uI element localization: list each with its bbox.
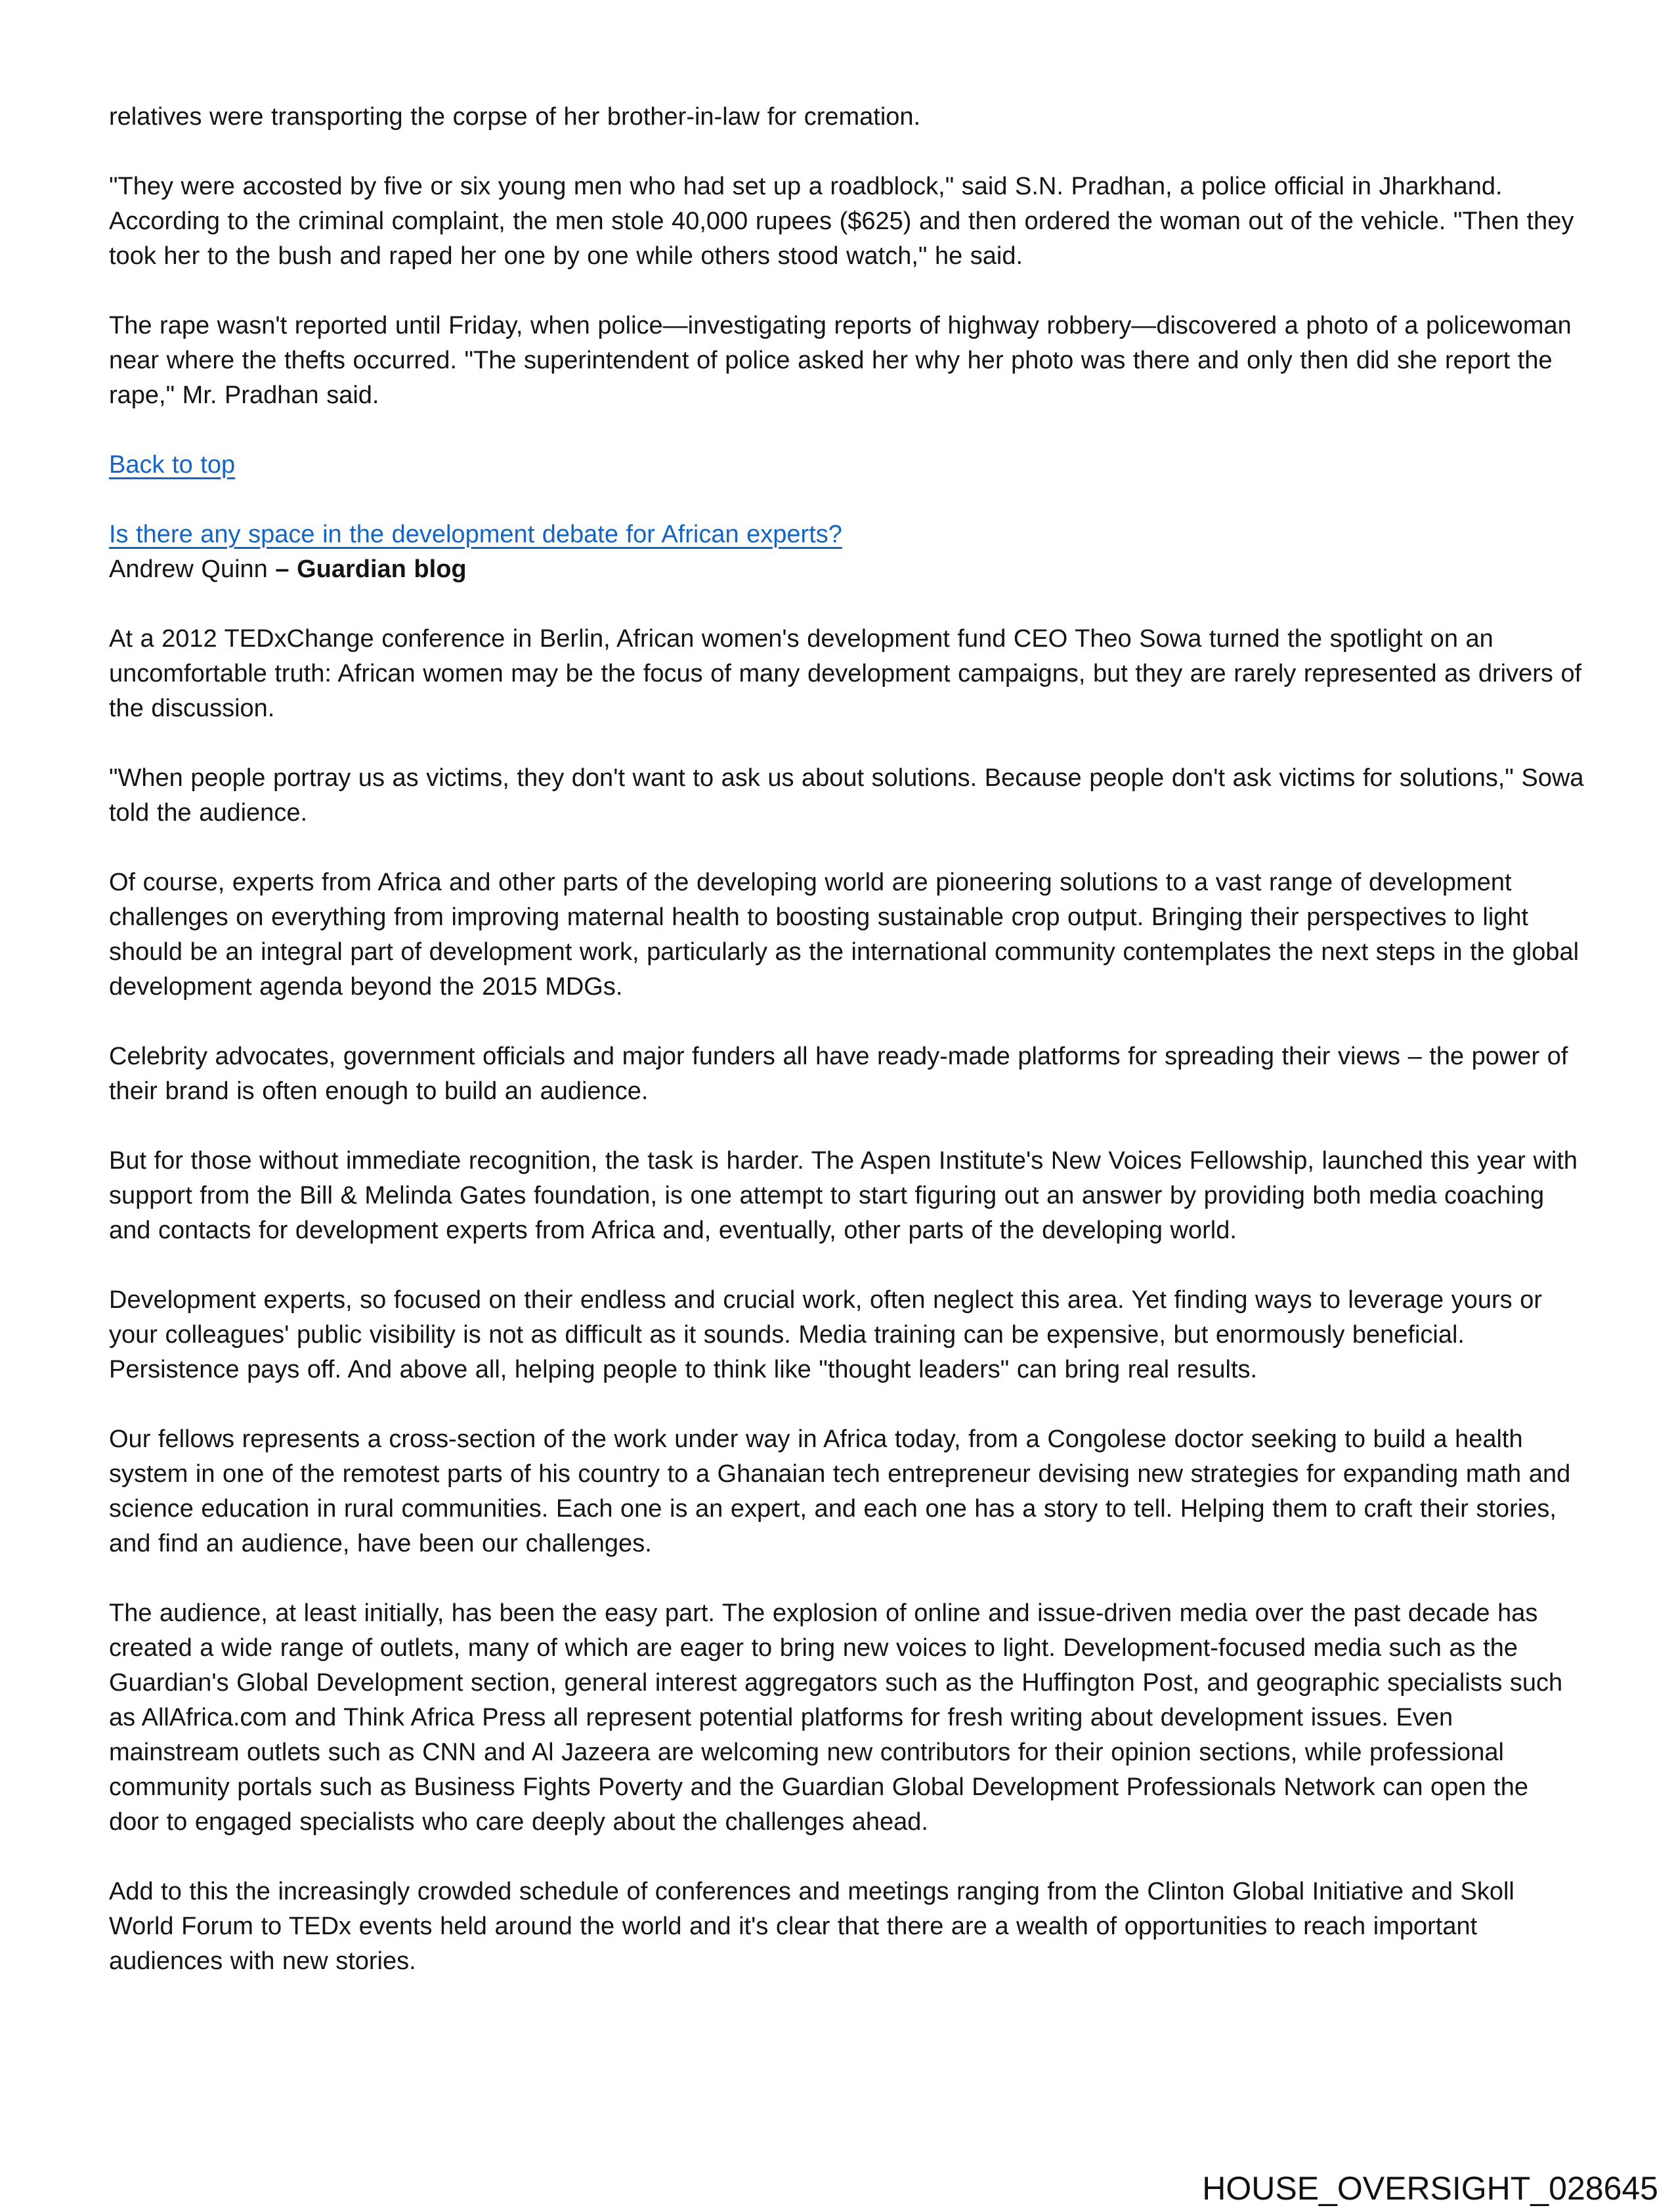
back-to-top-line [109,448,1585,483]
blog-paragraph-1: At a 2012 TEDxChange conference in Berlin, African women's development fund CEO Theo Sowa turned the spotlight on an uncomfortable truth: African women may be the focus of many development campaigns, but they are rarely represented as drivers of the discussion. [109,625,1582,722]
blog-paragraph-8: The audience, at least initially, has been the easy part. The explosion of online and issue-driven media over the past decade has created a wide range of outlets, many of which are eager to bring new voices to light. Development-focused media such as the Guardian's Global Development section, general interest aggregators such as the Huffington Post, and geographic specialists such as AllAfrica.com and Think Africa Press all represent potential platforms for fresh writing about development issues. Even mainstream outlets such as CNN and Al Jazeera are welcoming new contributors for their opinion sections, while professional community portals such as Business Fights Poverty and the Guardian Global Development Professionals Network can open the door to engaged specialists who care deeply about the challenges ahead. [109,1599,1563,1836]
news-paragraph-2: "They were accosted by five or six young men who had set up a roadblock," said S.N. Pradhan, a police official in Jharkhand. According to the criminal complaint, the men stole 40,000 rupees ($625) and then ordered the woman out of the vehicle. "Then they took her to the bush and raped her one by one while others stood watch," he said. [109,173,1574,270]
blog-paragraph-7: Our fellows represents a cross-section of the work under way in Africa today, from a Congolese doctor seeking to build a health system in one of the remotest parts of his country to a Ghanaian tech entrepreneur devising new strategies for expanding math and science education in rural communities. Each one is an expert, and each one has a story to tell. Helping them to craft their stories, and find an audience, have been our challenges. [109,1425,1571,1557]
byline-author: Andrew Quinn [109,555,276,583]
bates-stamp: HOUSE_OVERSIGHT_028645 [1202,2170,1658,2207]
news-paragraph-3: The rape wasn't reported until Friday, when police—investigating reports of highway robbery—discovered a photo of a policewoman near where the thefts occurred. "The superintendent of police asked her why her photo was there and only then did she report the rape," Mr. Pradhan said. [109,312,1572,409]
blog-paragraph-6: Development experts, so focused on their endless and crucial work, often neglect this area. Yet finding ways to leverage yours or your colleagues' public visibility is not as difficult as it sounds. Media training can be expensive, but enormously beneficial. Persistence pays off. And above all, helping people to think like "thought leaders" can bring real results. [109,1286,1542,1383]
back-to-top-link[interactable]: Back to top [109,451,236,479]
document-content [109,100,1585,2014]
blog-paragraph-9: Add to this the increasingly crowded schedule of conferences and meetings ranging from the Clinton Global Initiative and Skoll World Forum to TEDx events held around the world and it's clear that there are a wealth of opportunities to reach important audiences with new stories. [109,1878,1514,1975]
article-title-line [109,517,1585,552]
blog-paragraph-2: "When people portray us as victims, they don't want to ask us about solutions. Because people don't ask victims for solutions," Sowa told the audience. [109,764,1584,827]
blog-paragraph-4: Celebrity advocates, government officials and major funders all have ready-made platforms for spreading their views – the power of their brand is often enough to build an audience. [109,1043,1568,1105]
byline [109,552,1585,587]
news-paragraph-1: relatives were transporting the corpse of her brother-in-law for cremation. [109,103,921,131]
article-title-link[interactable]: Is there any space in the development debate for African experts? [109,521,842,548]
blog-paragraph-3: Of course, experts from Africa and other parts of the developing world are pioneering solutions to a vast range of development challenges on everything from improving maternal health to boosting sustainable crop output. Bringing their perspectives to light should be an integral part of development work, particularly as the international community contemplates the next steps in the global development agenda beyond the 2015 MDGs. [109,869,1579,1001]
byline-source: – Guardian blog [275,555,467,583]
blog-paragraph-5: But for those without immediate recognition, the task is harder. The Aspen Institute's New Voices Fellowship, launched this year with support from the Bill & Melinda Gates foundation, is one attempt to start figuring out an answer by providing both media coaching and contacts for development experts from Africa and, eventually, other parts of the developing world. [109,1147,1578,1244]
